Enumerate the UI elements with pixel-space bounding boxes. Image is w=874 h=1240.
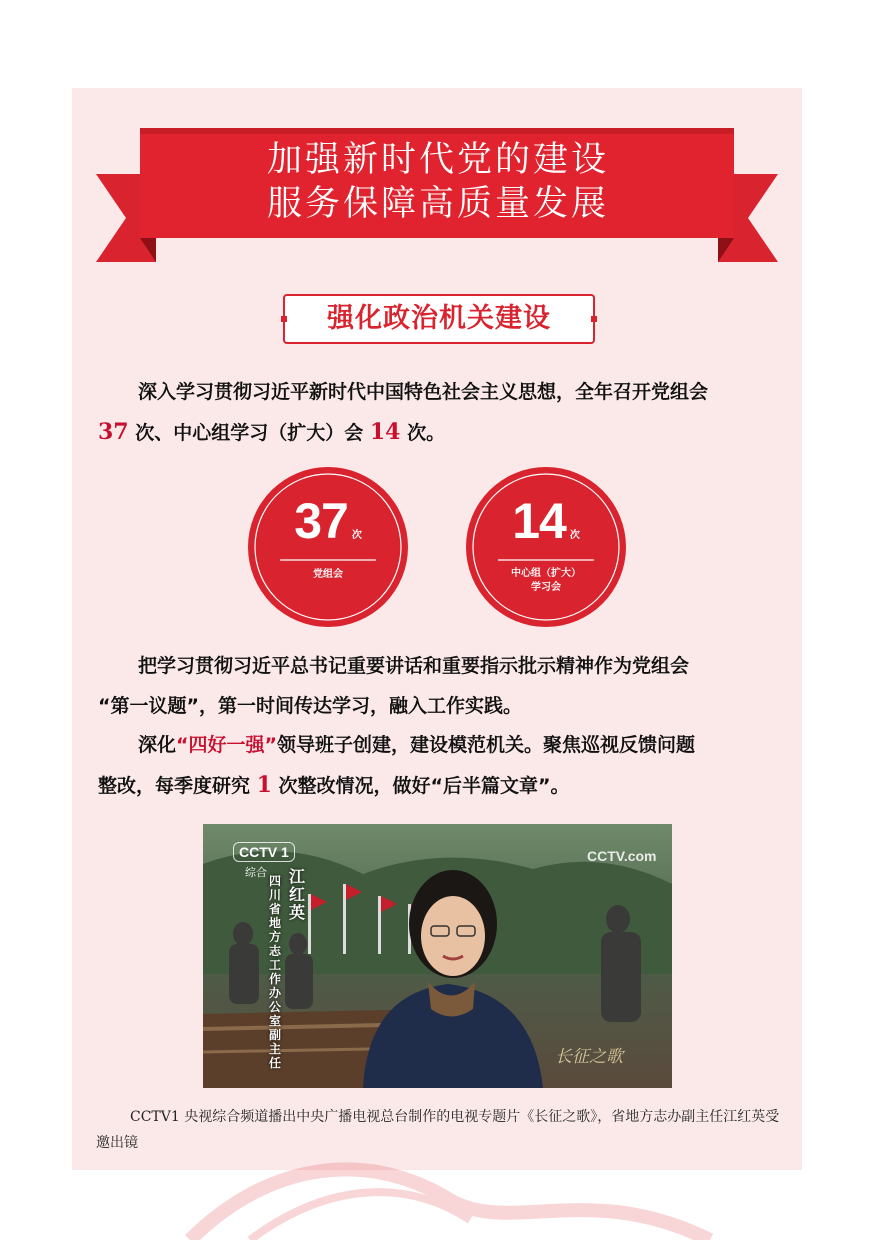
four-good-one-strong-highlight: “四好一强” bbox=[176, 734, 277, 756]
stat-label: 党组会 bbox=[313, 569, 343, 580]
leadership-prefix: 深化 bbox=[138, 734, 177, 756]
cctv1-logo-text: CCTV 1 bbox=[239, 844, 289, 860]
stat-label-line-1: 中心组（扩大） bbox=[511, 568, 581, 579]
leadership-rest: 领导班子创建，建设模范机关。聚焦巡视反馈问题 bbox=[277, 734, 696, 756]
person-name-caption: 江红英 bbox=[289, 867, 306, 922]
person-title-caption: 四川省地方志工作办公室副主任 bbox=[269, 874, 282, 1070]
banner-line-2: 服务保障高质量发展 bbox=[266, 184, 609, 224]
stat-value: 37 bbox=[294, 493, 348, 549]
intro-line-1: 深入学习贯彻习近平新时代中国特色社会主义思想，全年召开党组会 bbox=[138, 381, 709, 403]
meeting-count-number: 37 bbox=[98, 419, 129, 445]
cctv-com-logo: CCTV.com bbox=[587, 848, 657, 864]
banner-line-1: 加强新时代党的建设 bbox=[266, 140, 609, 180]
leadership-line-1 bbox=[98, 725, 788, 765]
photo-caption: CCTV1 央视综合频道播出中央广播电视总台制作的电视专题片《长征之歌》，省地方志办副主任江红英受邀出镜 bbox=[96, 1109, 780, 1151]
section-title: 强化政治机关建设 bbox=[283, 294, 595, 344]
title-banner bbox=[96, 128, 778, 264]
cctv1-logo bbox=[233, 842, 295, 862]
banner-title bbox=[236, 138, 640, 226]
stat-circle-study-group bbox=[465, 466, 627, 628]
leadership-line-2 bbox=[98, 765, 788, 806]
intro-line-2 bbox=[98, 412, 788, 453]
cctv1-sub: 综合 bbox=[245, 866, 267, 879]
stat-value: 14 bbox=[512, 493, 566, 549]
program-title-mark: 长征之歌 bbox=[555, 1047, 623, 1067]
cctv-interview-photo bbox=[203, 824, 672, 1088]
first-topic-line-1: 把学习贯彻习近平总书记重要讲话和重要指示批示精神作为党组会 bbox=[138, 655, 690, 677]
first-topic-paragraph bbox=[98, 646, 788, 726]
first-topic-line-2: “第一议题”，第一时间传达学习，融入工作实践。 bbox=[98, 695, 522, 717]
study-count-number: 14 bbox=[369, 419, 401, 445]
quarterly-count-number: 1 bbox=[256, 772, 272, 798]
intro-paragraph bbox=[98, 372, 788, 453]
stat-circle-party-group bbox=[247, 466, 409, 628]
intro-text-b: 次、中心组学习（扩大）会 bbox=[128, 422, 370, 444]
intro-text-c: 次。 bbox=[400, 422, 446, 444]
stat-label bbox=[465, 567, 627, 595]
stat-unit: 次 bbox=[569, 530, 580, 541]
stat-unit: 次 bbox=[351, 530, 362, 541]
stat-value-group bbox=[465, 492, 627, 550]
stat-value-group bbox=[247, 492, 409, 550]
leadership-line-2b: 次整改情况，做好“后半篇文章”。 bbox=[271, 775, 570, 797]
stat-label-line-2: 学习会 bbox=[531, 582, 561, 593]
leadership-line-2a: 整改，每季度研究 bbox=[98, 775, 257, 797]
leadership-paragraph bbox=[98, 725, 788, 806]
